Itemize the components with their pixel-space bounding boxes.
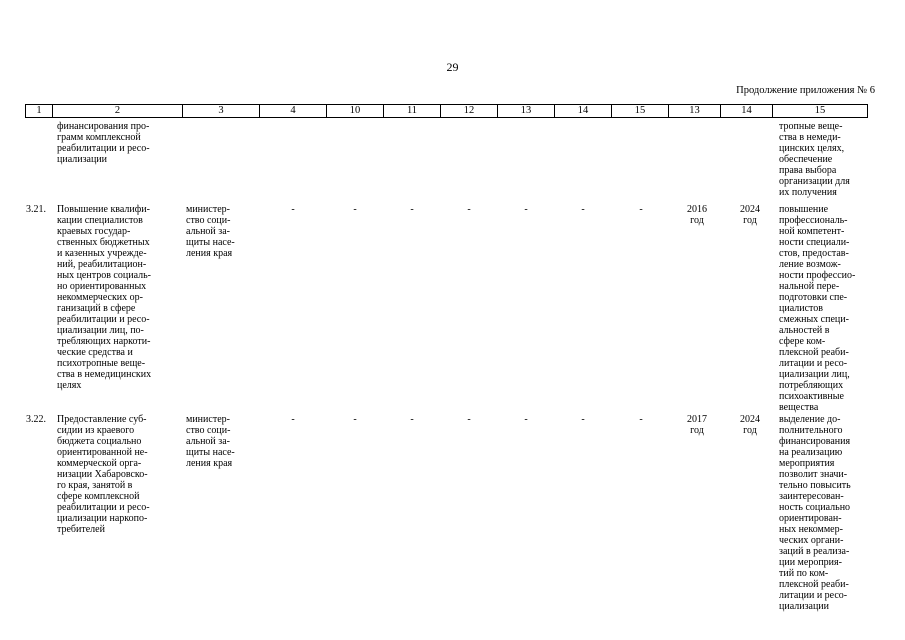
dash-cell: -	[581, 204, 585, 215]
dash-cell: -	[639, 414, 643, 425]
header-cell: 14	[721, 105, 773, 117]
result-text-continued: тропные веще- ства в немеди- цинских целях, обеспечение права выбора организации для их получения	[779, 121, 850, 198]
page-number: 29	[446, 60, 459, 74]
header-cell: 13	[669, 105, 721, 117]
dash-cell: -	[524, 204, 528, 215]
table-header-row	[25, 104, 868, 118]
measure-text-continued: финансирования про- грамм комплексной реабилитации и ресо- циализации	[57, 121, 150, 165]
dash-cell: -	[353, 414, 357, 425]
header-cell: 15	[612, 105, 669, 117]
continuation-label: Продолжение приложения № 6	[736, 85, 875, 96]
dash-cell: -	[639, 204, 643, 215]
executor-text: министер- ство соци- альной за- щиты насе- ления края	[186, 204, 235, 259]
end-year: 2024 год	[740, 414, 760, 436]
dash-cell: -	[410, 204, 414, 215]
header-cell: 2	[53, 105, 183, 117]
measure-text: Предоставление суб- сидии из краевого бюджета социально ориентированной не- коммерческой орга- низации Хабаровско- го края, занятой в сфере комплексной реабилитации и ресо- циализации наркопо- требителей	[57, 414, 150, 535]
dash-cell: -	[467, 414, 471, 425]
dash-cell: -	[524, 414, 528, 425]
header-cell: 15	[814, 105, 826, 116]
dash-cell: -	[410, 414, 414, 425]
header-cell: 1	[26, 105, 53, 117]
start-year: 2016 год	[687, 204, 707, 226]
dash-cell: -	[353, 204, 357, 215]
header-cell: 12	[441, 105, 498, 117]
dash-cell: -	[291, 414, 295, 425]
end-year: 2024 год	[740, 204, 760, 226]
row-number: 3.22.	[26, 414, 46, 425]
row-number: 3.21.	[26, 204, 46, 215]
header-cell: 10	[327, 105, 384, 117]
header-cell: 3	[183, 105, 260, 117]
dash-cell: -	[467, 204, 471, 215]
header-cell: 13	[498, 105, 555, 117]
header-cell: 14	[555, 105, 612, 117]
dash-cell: -	[291, 204, 295, 215]
dash-cell: -	[581, 414, 585, 425]
header-cell: 4	[260, 105, 327, 117]
result-text: повышение профессиональ- ной компетент- ности специали- стов, предостав- ление возмож- ности профессио- нальной пере- подготовки спе- циалистов смежных специ- альностей в сфере ком- плексной реаби- литации и ресо- циализации лиц, потребляющих психоактивные вещества	[779, 204, 856, 413]
result-text: выделение до- полнительного финансирования на реализацию мероприятия позволит значи- тельно повысить заинтересован- ность социально ориентирован- ных некоммер- ческих органи- заций в реализа- ции мероприя- тий по ком- плексной реаби- литации и ресо- циализации	[779, 414, 851, 612]
header-cell: 11	[384, 105, 441, 117]
measure-text: Повышение квалифи- кации специалистов краевых государ- ственных бюджетных и казенных учрежде- ний, реабилитацион- ных центров социаль- но ориентированных некоммерческих ор- ганизаций в сфере реабилитации и ресо- циализации лиц, по- требляющих наркоти- ческие средства и психотропные веще- ства в немедицинских целях	[57, 204, 152, 391]
executor-text: министер- ство соци- альной за- щиты насе- ления края	[186, 414, 235, 469]
start-year: 2017 год	[687, 414, 707, 436]
